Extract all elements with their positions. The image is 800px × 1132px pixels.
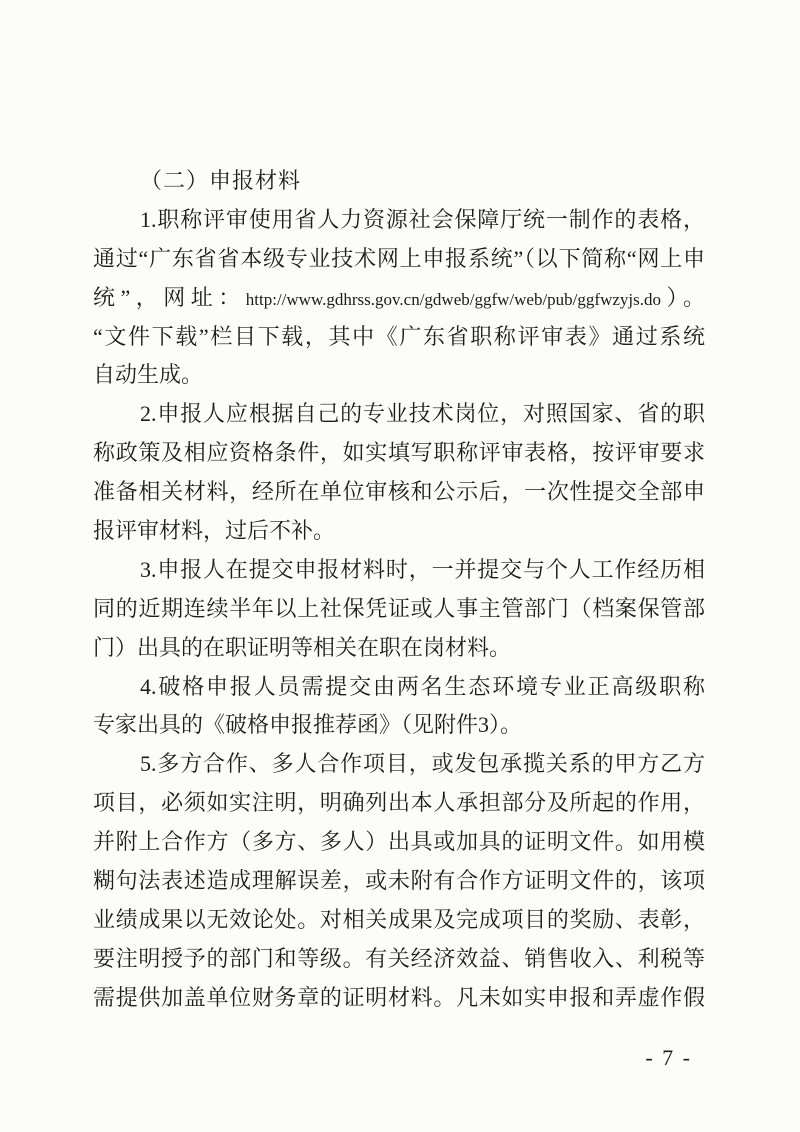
website-url: http://www.gdhrss.gov.cn/gdweb/ggfw/web/pub/ggfwzyjs.do: [245, 289, 661, 309]
text-line: 同的近期连续半年以上社保凭证或人事主管部门（档案保管部: [93, 595, 705, 621]
text-line: 准备相关材料，经所在单位审核和公示后，一次性提交全部申: [93, 479, 705, 505]
text-line: 糊句法表述造成理解误差，或未附有合作方证明文件的，该项: [93, 868, 705, 894]
text-line: 要注明授予的部门和等级。有关经济效益、销售收入、利税等: [93, 945, 705, 971]
text-line: 自动生成。: [93, 362, 204, 388]
text-line: 专家出具的《破格申报推荐函》（见附件3）。: [93, 712, 523, 738]
text-line: 5.多方合作、多人合作项目，或发包承揽关系的甲方乙方: [140, 751, 705, 777]
paragraph-1: [93, 201, 705, 395]
paragraph-2: [93, 395, 705, 551]
text-line: 称政策及相应资格条件，如实填写职称评审表格，按评审要求: [93, 440, 705, 466]
text-line: 业绩成果以无效论处。对相关成果及完成项目的奖励、表彰，: [93, 906, 705, 932]
text-line: 4.破格申报人员需提交由两名生态环境专业正高级职称: [140, 673, 705, 699]
paragraph-5: [93, 745, 705, 1017]
text-line: 门）出具的在职证明等相关在职在岗材料。: [93, 634, 512, 660]
text-line: 通过“广东省省本级专业技术网上申报系统”（以下简称“网上申: [93, 245, 705, 271]
text-line: 项目，必须如实注明，明确列出本人承担部分及所起的作用，: [93, 790, 705, 816]
paragraph-4: [93, 668, 705, 746]
text-line: 3.申报人在提交申报材料时，一并提交与个人工作经历相: [140, 556, 705, 582]
section-heading: （二）申报材料: [140, 168, 302, 193]
paragraph-3: [93, 551, 705, 668]
text-line: 报评审材料，过后不补。: [93, 518, 336, 544]
url-line-prefix: 统”，网址：: [93, 284, 246, 310]
text-line: 1.职称评审使用省人力资源社会保障厅统一制作的表格，: [140, 206, 705, 232]
text-line: 2.申报人应根据自己的专业技术岗位，对照国家、省的职: [140, 401, 705, 427]
text-line: “文件下载”栏目下载，其中《广东省职称评审表》通过系统: [93, 323, 705, 349]
url-line-suffix: ）。: [660, 284, 705, 310]
document-body: [93, 162, 705, 1018]
page-number: - 7 -: [645, 1045, 692, 1070]
text-line: 需提供加盖单位财务章的证明材料。凡未如实申报和弄虚作假: [93, 984, 705, 1010]
text-line: 并附上合作方（多方、多人）出具或加具的证明文件。如用模: [93, 829, 705, 855]
url-line: [93, 279, 705, 318]
